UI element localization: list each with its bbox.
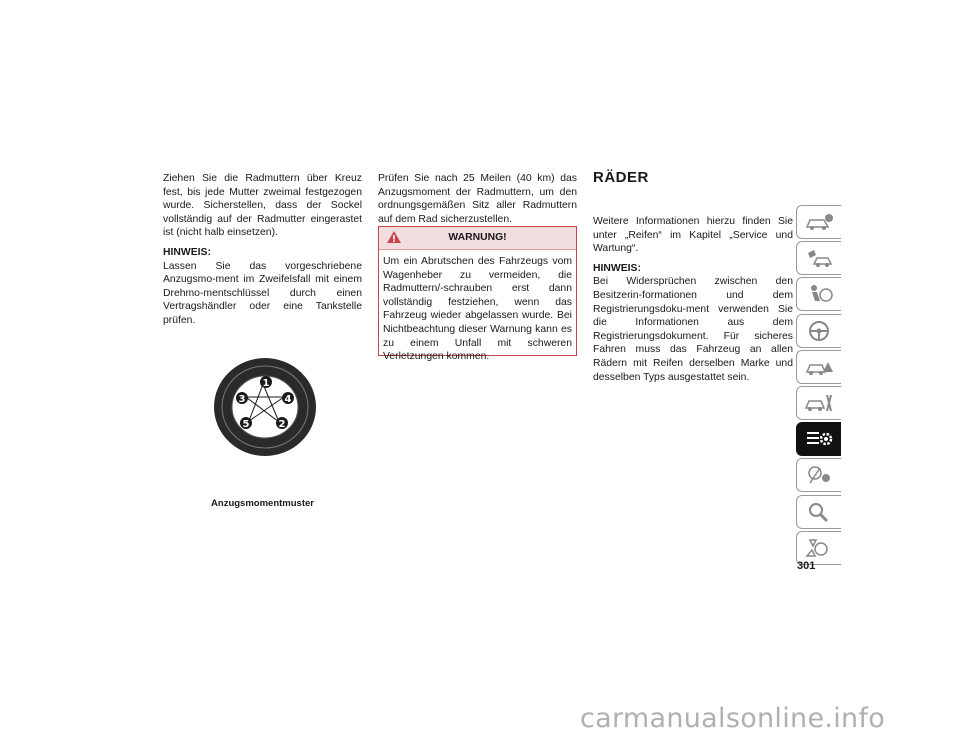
middle-column — [378, 172, 577, 232]
car-warning-icon — [804, 356, 834, 378]
note-text: Bei Widersprüchen zwischen den Besitzerin-formationen und dem Registrierungsdoku-ment verwenden Sie die Informationen aus dem Registrierungsdokument. Für sicheres Fahren muss das Fahrzeug an allen Rädern mit Reifen derselben Marke und desselben Typs ausgestattet sein. — [593, 276, 793, 383]
chapter-tab-6[interactable] — [796, 386, 841, 420]
note-block-wheels — [593, 262, 793, 384]
car-info-icon — [804, 211, 834, 233]
svg-text:1: 1 — [262, 378, 270, 389]
warning-triangle-icon — [386, 230, 402, 244]
svg-text:3: 3 — [238, 394, 246, 405]
section-title: RÄDER — [593, 169, 649, 186]
chapter-tab-4[interactable] — [796, 314, 841, 348]
car-tools-icon — [804, 392, 834, 414]
note-text: Lassen Sie das vorgeschriebene Anzugsmo-ment im Zweifelsfall mit einem Drehmo-mentschlüssel durch einen Vertragshändler oder eine Tankstelle prüfen. — [163, 260, 362, 326]
chapter-tab-7-active[interactable] — [796, 422, 841, 456]
search-index-icon — [804, 501, 834, 523]
page-number: 301 — [797, 560, 816, 572]
chapter-tab-9[interactable] — [796, 495, 841, 529]
right-column — [593, 215, 793, 390]
svg-text:5: 5 — [242, 419, 250, 430]
left-column — [163, 172, 362, 334]
check-paragraph: Prüfen Sie nach 25 Meilen (40 km) das Anzugsmoment der Radmuttern, um den ordnungsgemäßen Sitz aller Radmuttern auf dem Rad sicherzustellen. — [378, 173, 577, 225]
torque-pattern-figure — [213, 357, 317, 457]
maintenance-icon — [804, 464, 834, 486]
svg-text:2: 2 — [278, 419, 286, 430]
warning-header — [379, 227, 576, 250]
warning-box — [378, 226, 577, 363]
chapter-tab-2[interactable] — [796, 241, 841, 275]
hand-car-icon — [804, 247, 834, 269]
wheels-reference-paragraph: Weitere Informationen hierzu finden Sie unter „Reifen“ im Kapitel „Service und Wartung“. — [593, 216, 793, 255]
note-label: HINWEIS: — [163, 246, 211, 258]
warning-title: WARNUNG! — [448, 232, 507, 243]
airbag-passenger-icon — [804, 283, 834, 305]
steering-wheel-icon — [804, 320, 834, 342]
chapter-tabs — [796, 205, 841, 567]
chapter-tab-5[interactable] — [796, 350, 841, 384]
note-block — [163, 246, 362, 328]
warning-text: Um ein Abrutschen des Fahrzeugs vom Wagenheber zu vermeiden, die Radmuttern/-schrauben erst dann vollständig festziehen, wenn das Fahrzeug wieder abgelassen wurde. Bei Nichtbeachtung dieser Warnung kann es zu einem Unfall mit schweren Verletzungen kommen. — [383, 256, 572, 363]
chapter-tab-3[interactable] — [796, 277, 841, 311]
tightening-paragraph: Ziehen Sie die Radmuttern über Kreuz fest, bis jede Mutter zweimal festgezogen wurde. Sicherstellen, dass der Sockel vollständig auf der Radmutter eingerastet ist (nicht halb einsetzen). — [163, 173, 362, 239]
figure-caption: Anzugsmomentmuster — [211, 498, 314, 509]
note-label: HINWEIS: — [593, 262, 641, 274]
svg-text:4: 4 — [284, 394, 292, 405]
service-gear-icon — [804, 428, 834, 450]
chapter-tab-8[interactable] — [796, 458, 841, 492]
chapter-tab-1[interactable] — [796, 205, 841, 239]
language-icon — [804, 537, 834, 559]
watermark: carmanualsonline.info — [580, 703, 886, 734]
